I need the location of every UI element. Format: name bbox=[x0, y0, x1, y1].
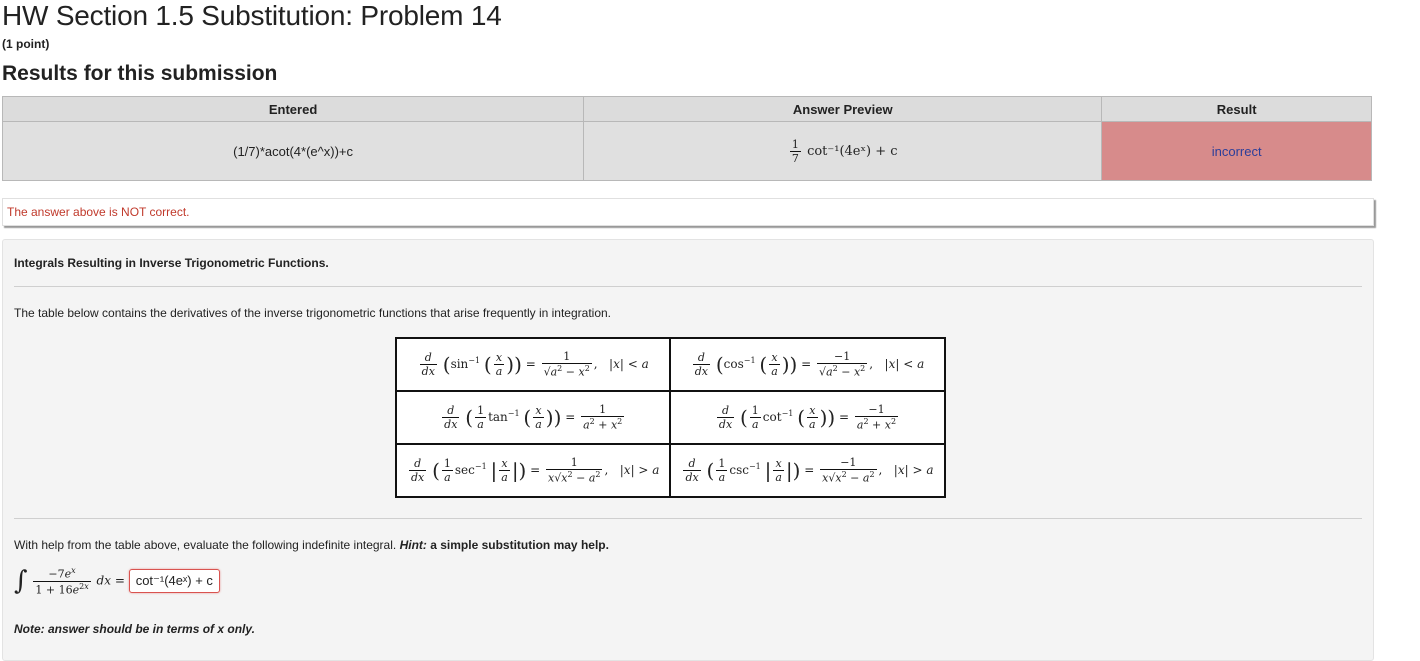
column-header-answer-preview: Answer Preview bbox=[584, 97, 1102, 122]
column-header-entered: Entered bbox=[3, 97, 584, 122]
formula-arcsin: $\frac{d}{dx}$ ($\sin^{-1}$ ( $\frac{x}{a}$ )) = $\frac{1}{√a^2 - x^2}$ , |x| < a bbox=[396, 338, 670, 391]
table-row bbox=[3, 122, 1372, 181]
column-header-result: Result bbox=[1102, 97, 1372, 122]
points-label: (1 point) bbox=[2, 37, 50, 51]
derivative-table bbox=[395, 337, 946, 498]
formula-arctan: $\frac{d}{dx}$ ( $\frac{1}{a}$ $\tan^{-1}$ ( $\frac{x}{a}$ )) = $\frac{1}{a^2 + x^2}$ bbox=[396, 391, 670, 444]
formula-arccos: $\frac{d}{dx}$ ($\cos^{-1}$ ( $\frac{x}{a}$ )) = $\frac{-1}{√a^2 - x^2}$ , |x| < a bbox=[670, 338, 944, 391]
formula-arcsec: $\frac{d}{dx}$ ( $\frac{1}{a}$ $\sec^{-1}$ | $\frac{x}{a}$ |) = $\frac{1}{x√x^2 - a^2}$ , |x| > a bbox=[396, 444, 670, 497]
results-heading: Results for this submission bbox=[2, 62, 278, 85]
hint-label: Hint: bbox=[399, 538, 427, 552]
integral-sign: ∫ bbox=[14, 566, 28, 597]
integral-expression: ∫ $\frac{-7e^x}{1 + 16e^{2x}}$ dx = cot⁻¹(4eˣ) + c bbox=[14, 566, 220, 596]
answer-preview-text: cot⁻¹(4eˣ) + c bbox=[807, 143, 898, 159]
feedback-text: The answer above is NOT correct. bbox=[7, 205, 190, 219]
formula-arccot: $\frac{d}{dx}$ ( $\frac{1}{a}$ $\cot^{-1}$ ( $\frac{x}{a}$ )) = $\frac{-1}{a^2 + x^2}$ bbox=[670, 391, 944, 444]
divider bbox=[14, 286, 1362, 287]
problem-panel bbox=[2, 239, 1374, 661]
feedback-message-box bbox=[2, 198, 1374, 226]
answer-input[interactable]: cot⁻¹(4eˣ) + c bbox=[129, 569, 220, 593]
problem-intro: The table below contains the derivatives of the inverse trigonometric functions that arise frequently in integration. bbox=[14, 306, 611, 320]
instruction-text: With help from the table above, evaluate the following indefinite integral. bbox=[14, 538, 397, 552]
result-cell: incorrect bbox=[1102, 122, 1372, 181]
formula-arccsc: $\frac{d}{dx}$ ( $\frac{1}{a}$ $\csc^{-1}$ | $\frac{x}{a}$ |) = $\frac{-1}{x√x^2 - a^2}$ , |x| > a bbox=[670, 444, 944, 497]
problem-heading: Integrals Resulting in Inverse Trigonometric Functions. bbox=[14, 256, 329, 270]
page-title: HW Section 1.5 Substitution: Problem 14 bbox=[2, 0, 502, 31]
entered-cell: (1/7)*acot(4*(e^x))+c bbox=[3, 122, 584, 181]
divider bbox=[14, 518, 1362, 519]
answer-preview-cell: $\frac{1}{7}$ cot⁻¹(4eˣ) + c bbox=[584, 122, 1102, 181]
table-header-row bbox=[3, 97, 1372, 122]
attempt-results-table bbox=[2, 96, 1372, 181]
problem-instruction: With help from the table above, evaluate the following indefinite integral. Hint: a simple substitution may help. bbox=[14, 538, 609, 552]
note-text: Note: answer should be in terms of x only. bbox=[14, 622, 255, 636]
